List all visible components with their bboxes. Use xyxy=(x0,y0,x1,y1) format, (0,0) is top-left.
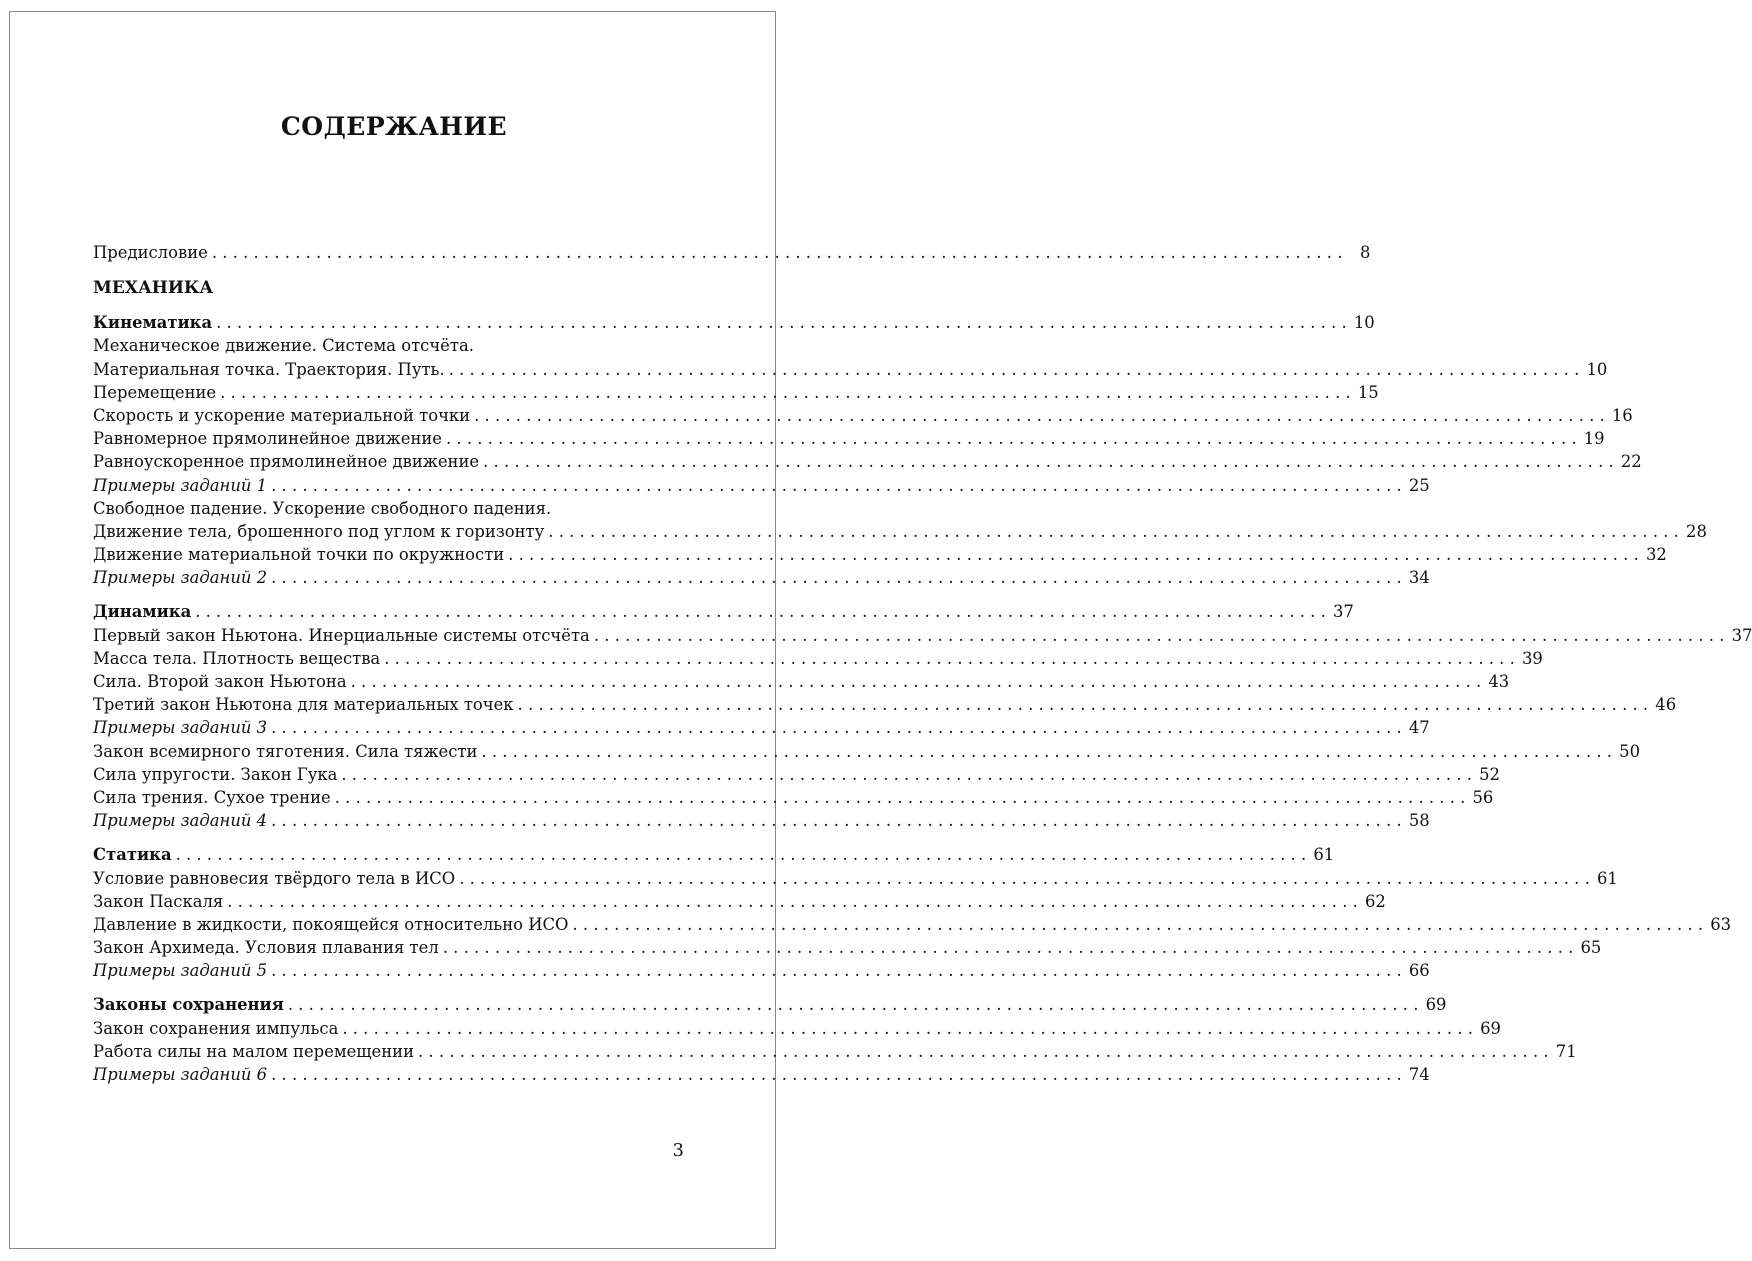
toc-entry-page: 32 xyxy=(1645,545,1667,565)
section-page: 10 xyxy=(1353,313,1375,333)
toc-entry-page: 74 xyxy=(1408,1065,1430,1084)
toc-entry-page: 61 xyxy=(1596,868,1618,888)
toc-entry-page: 58 xyxy=(1408,811,1430,831)
toc-entry-preface[interactable] xyxy=(93,243,1371,266)
section-title: Статика xyxy=(93,845,172,865)
section-page: 61 xyxy=(1313,845,1335,865)
toc-entry-page: 19 xyxy=(1583,429,1605,449)
toc-entry-title: Закон всемирного тяготения. Сила тяжести xyxy=(93,741,478,761)
toc-entry-page: 52 xyxy=(1479,764,1500,784)
toc-entry-title: Первый закон Ньютона. Инерциальные системы отсчёта xyxy=(93,625,590,645)
toc-entry-examples[interactable] xyxy=(93,718,1430,741)
toc-entry-title: Третий закон Ньютона для материальных точек xyxy=(93,695,514,715)
toc-entry-page: 37 xyxy=(1731,625,1752,645)
toc-entry[interactable] xyxy=(93,741,1641,765)
leader-dots xyxy=(459,869,1590,888)
toc-entry-page: 39 xyxy=(1521,648,1543,668)
toc-entry-page: 43 xyxy=(1488,672,1510,691)
toc-entry-title: Скорость и ускорение материальной точки xyxy=(93,405,471,425)
toc-entry-page: 8 xyxy=(1360,243,1371,262)
leader-dots xyxy=(227,892,1358,911)
toc-section-conservation[interactable] xyxy=(93,995,1447,1018)
toc-entry-title: Примеры заданий 1 xyxy=(93,475,268,495)
toc-entry[interactable] xyxy=(93,648,1543,672)
section-title: Законы сохранения xyxy=(93,995,284,1015)
leader-dots xyxy=(384,649,1515,668)
leader-dots xyxy=(518,695,1649,714)
toc-entry-title: Равномерное прямолинейное движение xyxy=(93,429,442,449)
toc-entry-page: 22 xyxy=(1620,452,1642,472)
leader-dots xyxy=(271,961,1402,980)
toc-entry-title: Сила. Второй закон Ньютона xyxy=(93,672,347,691)
toc-entry-page: 25 xyxy=(1408,475,1430,495)
toc-entry-title: Перемещение xyxy=(93,382,217,402)
toc-entry-title: Материальная точка. Траектория. Путь. xyxy=(93,359,445,379)
toc-entry-title: Закон Паскаля xyxy=(93,891,224,911)
leader-dots xyxy=(271,476,1402,495)
toc-entry-examples[interactable] xyxy=(93,811,1430,834)
toc-entry-page: 34 xyxy=(1408,568,1430,588)
leader-dots xyxy=(418,1042,1549,1061)
leader-dots xyxy=(474,406,1605,425)
toc-entry-page: 71 xyxy=(1555,1041,1577,1061)
toc-entry-page: 56 xyxy=(1472,787,1494,807)
section-title: Кинематика xyxy=(93,313,213,333)
toc-entry-title: Давление в жидкости, покоящейся относительно ИСО xyxy=(93,914,569,934)
leader-dots xyxy=(351,672,1482,691)
leader-dots xyxy=(481,742,1612,761)
leader-dots xyxy=(335,788,1466,807)
leader-dots xyxy=(271,568,1402,587)
toc-entry-page: 69 xyxy=(1480,1018,1501,1038)
toc-entry[interactable] xyxy=(93,1041,1577,1065)
toc-entry[interactable] xyxy=(93,625,1752,649)
leader-dots xyxy=(572,915,1703,934)
toc-entry[interactable] xyxy=(93,1018,1501,1042)
toc-entry[interactable] xyxy=(93,359,1608,383)
toc-entry-title: Условие равновесия твёрдого тела в ИСО xyxy=(93,868,456,888)
toc-entry-title: Примеры заданий 6 xyxy=(93,1065,268,1084)
toc-entry-title: Сила трения. Сухое трение xyxy=(93,787,331,807)
section-page: 37 xyxy=(1332,602,1354,622)
toc-entry-examples[interactable] xyxy=(93,1065,1430,1088)
page-number: 3 xyxy=(672,1140,684,1161)
toc-entry[interactable] xyxy=(93,545,1667,568)
toc-entry-title: Закон Архимеда. Условия плавания тел xyxy=(93,938,439,958)
toc-entry-title: Сила упругости. Закон Гука xyxy=(93,764,338,784)
leader-dots xyxy=(341,765,1472,784)
table-of-contents xyxy=(93,243,1752,1088)
toc-entry-title: Примеры заданий 5 xyxy=(93,961,268,981)
leader-dots xyxy=(195,602,1326,621)
toc-entry-page: 65 xyxy=(1580,938,1602,958)
toc-entry[interactable] xyxy=(93,914,1732,938)
page-title: СОДЕРЖАНИЕ xyxy=(280,112,508,141)
leader-dots xyxy=(483,452,1614,471)
toc-entry-title: Предисловие xyxy=(93,243,208,262)
toc-entry-page: 28 xyxy=(1686,521,1707,541)
toc-entry[interactable] xyxy=(93,382,1379,406)
toc-entry-examples[interactable] xyxy=(93,961,1430,984)
toc-entry[interactable] xyxy=(93,521,1707,545)
toc-entry[interactable] xyxy=(93,452,1642,475)
toc-entry-title: Примеры заданий 2 xyxy=(93,568,268,588)
toc-entry-page: 62 xyxy=(1365,891,1386,911)
leader-dots xyxy=(271,811,1402,830)
toc-entry-page: 16 xyxy=(1611,405,1633,425)
leader-dots xyxy=(216,313,1347,332)
toc-entry-title-line1: Свободное падение. Ускорение свободного падения. xyxy=(93,498,552,518)
toc-entry[interactable] xyxy=(93,891,1386,915)
leader-dots xyxy=(176,845,1307,864)
toc-entry-page: 47 xyxy=(1408,718,1430,738)
toc-entry-page: 10 xyxy=(1586,359,1608,379)
toc-entry[interactable] xyxy=(93,787,1494,811)
toc-entry-line xyxy=(93,336,684,359)
toc-entry[interactable] xyxy=(93,764,1500,788)
leader-dots xyxy=(271,718,1402,737)
toc-entry-title: Примеры заданий 4 xyxy=(93,811,268,831)
toc-entry-examples[interactable] xyxy=(93,568,1430,591)
toc-entry-title: Масса тела. Плотность вещества xyxy=(93,648,381,668)
leader-dots xyxy=(443,938,1574,957)
toc-entry-title: Примеры заданий 3 xyxy=(93,718,268,738)
leader-dots xyxy=(288,995,1419,1014)
toc-entry-title: Работа силы на малом перемещении xyxy=(93,1041,415,1061)
toc-section-dynamics[interactable] xyxy=(93,602,1354,625)
leader-dots xyxy=(508,545,1639,564)
toc-entry-page: 50 xyxy=(1619,741,1641,761)
toc-entry-page: 46 xyxy=(1655,695,1677,715)
toc-entry-page: 66 xyxy=(1408,961,1430,981)
leader-dots xyxy=(594,626,1725,645)
toc-entry-examples[interactable] xyxy=(93,475,1430,499)
toc-entry-page: 15 xyxy=(1357,382,1379,402)
leader-dots xyxy=(548,522,1679,541)
leader-dots xyxy=(271,1065,1402,1084)
toc-entry-title: Равноускоренное прямолинейное движение xyxy=(93,452,480,472)
toc-entry[interactable] xyxy=(93,868,1618,892)
toc-entry-page: 63 xyxy=(1710,914,1732,934)
toc-entry[interactable] xyxy=(93,672,1510,695)
leader-dots xyxy=(446,429,1577,448)
toc-entry[interactable] xyxy=(93,405,1633,429)
toc-entry[interactable] xyxy=(93,938,1602,961)
toc-entry-title-line1: Механическое движение. Система отсчёта. xyxy=(93,336,474,356)
section-title: Динамика xyxy=(93,602,192,622)
toc-section-statics[interactable] xyxy=(93,845,1335,868)
leader-dots xyxy=(342,1019,1473,1038)
toc-section-kinematics[interactable] xyxy=(93,313,1375,336)
toc-entry-title: Закон сохранения импульса xyxy=(93,1018,339,1038)
toc-entry-line xyxy=(93,499,684,522)
toc-entry[interactable] xyxy=(93,695,1677,718)
leader-dots xyxy=(212,243,1343,262)
toc-entry-title: Движение тела, брошенного под углом к горизонту xyxy=(93,521,545,541)
leader-dots xyxy=(220,383,1351,402)
toc-entry[interactable] xyxy=(93,429,1605,452)
leader-dots xyxy=(449,360,1580,379)
section-page: 69 xyxy=(1425,995,1447,1015)
toc-entry-title: Движение материальной точки по окружности xyxy=(93,545,505,565)
part-heading: МЕХАНИКА xyxy=(93,278,214,299)
